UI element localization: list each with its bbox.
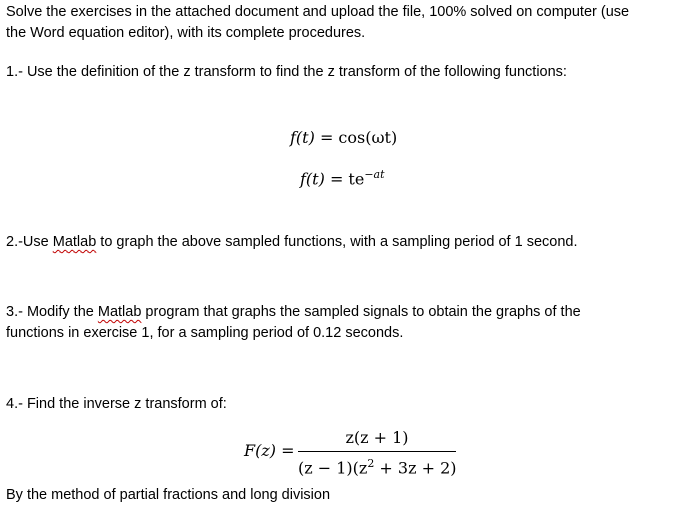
question-2-matlab-word: Matlab: [52, 234, 97, 250]
fraction: [298, 428, 456, 478]
fraction-denominator-sup: 2: [367, 457, 375, 470]
question-1-text: 1.- Use the definition of the z transform to find the z transform of the following functions:: [6, 64, 567, 80]
question-4-text: 4.- Find the inverse z transform of:: [6, 396, 227, 412]
equation-cos: [290, 128, 397, 148]
question-2-post: to graph the above sampled functions, with a sampling period of 1 second.: [96, 234, 578, 250]
equation-exp-rhs: = te: [329, 169, 365, 189]
intro-line-2: the Word equation editor), with its complete procedures.: [6, 25, 366, 41]
fraction-lhs: [244, 441, 295, 461]
fraction-denominator-b: + 3z + 2): [374, 458, 457, 478]
fraction-bar: [298, 451, 456, 452]
question-3-line-2: functions in exercise 1, for a sampling period of 0.12 seconds.: [6, 325, 404, 341]
equation-cos-lhs: f(t): [290, 128, 315, 147]
equation-cos-rhs: = cos(ωt): [319, 128, 398, 147]
fraction-lhs-text: F(z) =: [244, 441, 295, 460]
fraction-denominator: [298, 454, 456, 478]
question-3-post: program that graphs the sampled signals to obtain the graphs of the: [141, 304, 581, 320]
question-3-line-1: [6, 303, 581, 321]
equation-exp: [300, 165, 385, 189]
fraction-numerator: z(z + 1): [345, 428, 409, 447]
question-3-matlab-word: Matlab: [97, 304, 142, 320]
equation-exp-exponent: −at: [364, 168, 385, 181]
equation-exp-lhs: f(t): [300, 169, 325, 189]
fraction-denominator-a: (z − 1)(z: [298, 458, 368, 478]
question-3-pre: 3.- Modify the: [6, 304, 98, 320]
question-2-text: [6, 233, 578, 251]
intro-line-1: Solve the exercises in the attached document and upload the file, 100% solved on computer (use: [6, 4, 630, 20]
question-2-pre: 2.-Use: [6, 234, 53, 250]
footer-text: By the method of partial fractions and long division: [6, 487, 331, 503]
